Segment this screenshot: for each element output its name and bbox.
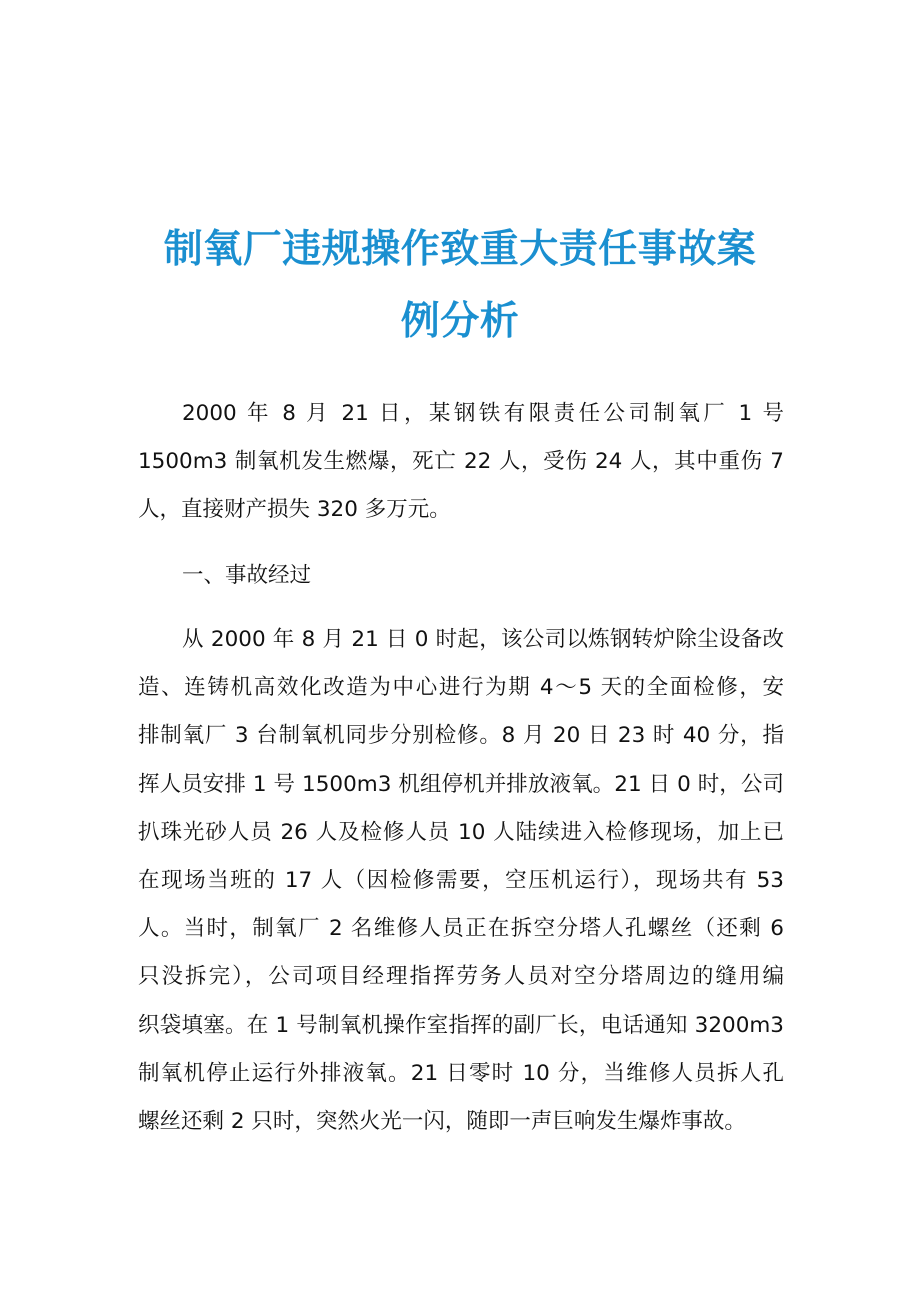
text-line: 制氧机停止运行外排液氧。21 日零时 10 分，当维修人员拆人孔: [138, 1060, 784, 1086]
text-line: 人，直接财产损失 320 多万元。: [138, 497, 451, 523]
text-line: 2000 年 8 月 21 日，某钢铁有限责任公司制氧厂 1 号: [182, 401, 784, 426]
text-line: 扒珠光砂人员 26 人及检修人员 10 人陆续进入检修现场，加上已: [138, 819, 784, 845]
section-heading-accident-process: [138, 552, 784, 600]
text-line: 1500m3 制氧机发生燃爆，死亡 22 人，受伤 24 人，其中重伤 7: [138, 449, 784, 475]
text-line: 螺丝还剩 2 只时，突然火光一闪，随即一声巨响发生爆炸事故。: [138, 1109, 746, 1135]
text-line: 只没拆完），公司项目经理指挥劳务人员对空分塔周边的缝用编: [138, 964, 784, 990]
text-line: 排制氧厂 3 台制氧机同步分别检修。8 月 20 日 23 时 40 分，指: [138, 723, 784, 749]
title-line-2: 例分析: [400, 299, 520, 345]
section-heading-text: 一、事故经过: [182, 563, 312, 588]
text-line: 在现场当班的 17 人（因检修需要，空压机运行），现场共有 53: [138, 868, 784, 894]
text-line: 挥人员安排 1 号 1500m3 机组停机并排放液氧。21 日 0 时，公司: [138, 771, 784, 797]
document-title: [140, 214, 780, 358]
text-line: 造、连铸机高效化改造为中心进行为期 4～5 天的全面检修，安: [138, 675, 784, 701]
title-line-1: 制氧厂违规操作致重大责任事故案: [163, 227, 757, 273]
text-line: 织袋填塞。在 1 号制氧机操作室指挥的副厂长，电话通知 3200m3: [138, 1012, 784, 1038]
text-line: 人。当时，制氧厂 2 名维修人员正在拆空分塔人孔螺丝（还剩 6: [138, 916, 784, 942]
paragraph-summary: [138, 390, 784, 535]
text-line: 从 2000 年 8 月 21 日 0 时起，该公司以炼钢转炉除尘设备改: [182, 627, 784, 652]
paragraph-accident-process: [138, 616, 784, 1146]
